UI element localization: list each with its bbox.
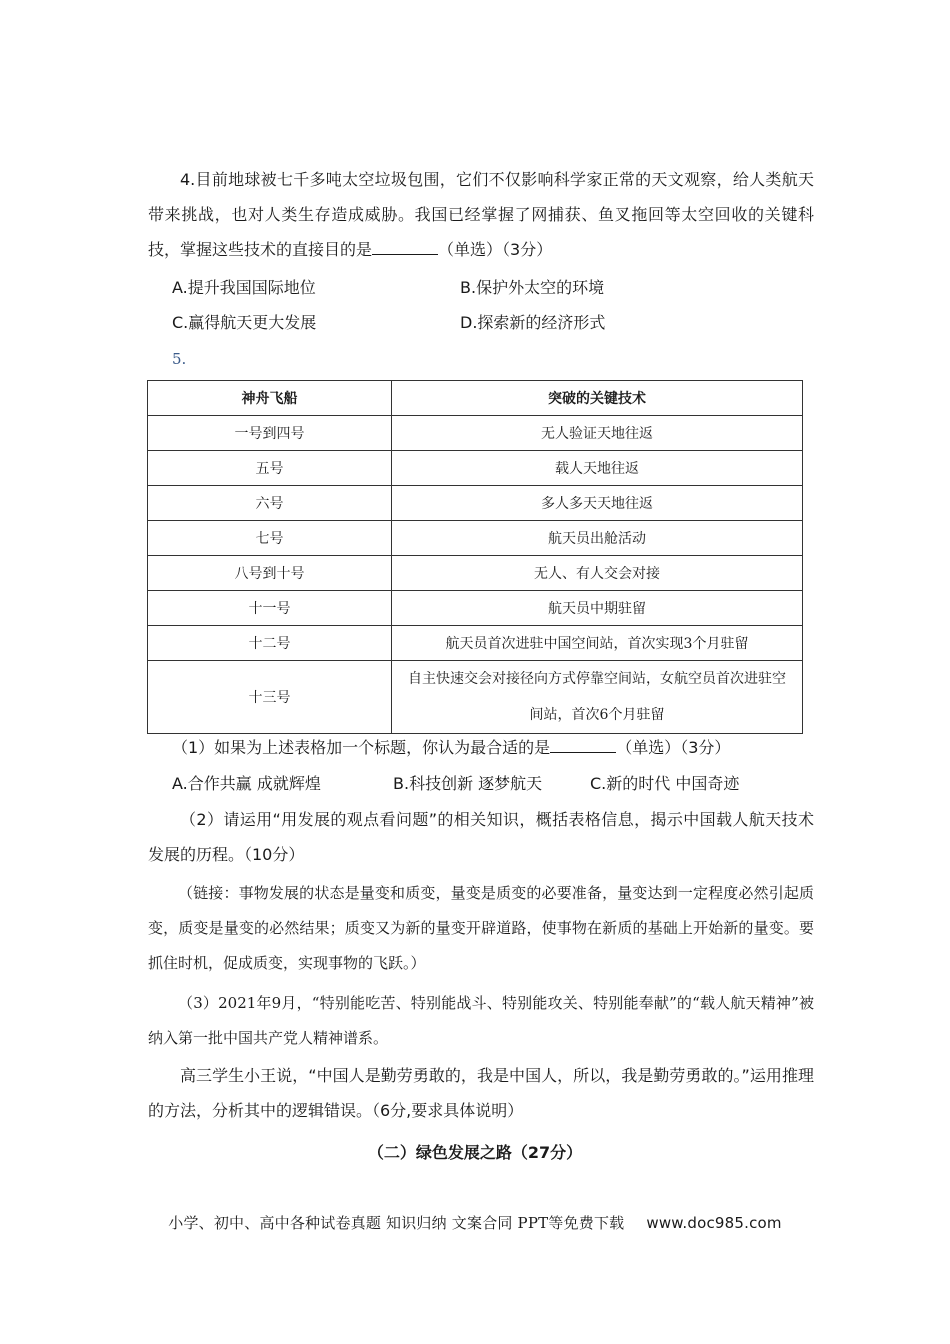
question-4-option-d: D.探索新的经济形式 (460, 313, 606, 332)
table-row (148, 451, 803, 486)
footer-text: 小学、初中、高中各种试卷真题 知识归纳 文案合同 PPT等免费下载 (168, 1214, 625, 1232)
table-cell-tech: 无人、有人交会对接 (392, 556, 803, 591)
table-cell-tech: 航天员中期驻留 (392, 591, 803, 626)
question-4-option-a: A.提升我国国际地位 (172, 278, 316, 297)
table-cell-spaceship: 八号到十号 (148, 556, 392, 591)
answer-blank (372, 240, 438, 255)
question-5-sub1-text: （1）如果为上述表格加一个标题，你认为最合适的是 (172, 738, 551, 757)
question-5-link-note: （链接：事物发展的状态是量变和质变，量变是质变的必要准备，量变达到一定程度必然引起质变，质变是量变的必然结果；质变又为新的量变开辟道路，使事物在新质的基础上开始新的量变。要抓住时机，促成质变，实现事物的飞跃。） (148, 884, 814, 972)
shenzhou-tech-table (147, 380, 803, 734)
question-5-sub1 (172, 738, 730, 758)
table-cell-spaceship: 十一号 (148, 591, 392, 626)
question-4-stem-text: 4.目前地球被七千多吨太空垃圾包围，它们不仅影响科学家正常的天文观察，给人类航天带来挑战，也对人类生存造成威胁。我国已经掌握了网捕获、鱼叉拖回等太空回收的关键科技，掌握这些技术的直接目的是 (148, 170, 814, 259)
table-cell-tech: 多人多天天地往返 (392, 486, 803, 521)
answer-blank (550, 738, 616, 753)
page-footer (0, 1212, 950, 1233)
question-4-stem (148, 162, 814, 267)
question-5-sub1-option-c: C.新的时代 中国奇迹 (590, 774, 740, 793)
question-5-number: 5. (172, 350, 187, 368)
table-header-spaceship: 神舟飞船 (148, 381, 392, 416)
question-5-sub1-option-a: A.合作共赢 成就辉煌 (172, 774, 321, 793)
table-row (148, 416, 803, 451)
table-cell-spaceship: 十二号 (148, 626, 392, 661)
table-cell-tech: 载人天地往返 (392, 451, 803, 486)
table-cell-tech: 航天员首次进驻中国空间站，首次实现3个月驻留 (392, 626, 803, 661)
table-cell-spaceship: 十三号 (148, 661, 392, 734)
table-cell-tech: 自主快速交会对接径向方式停靠空间站，女航空员首次进驻空间站，首次6个月驻留 (392, 661, 803, 734)
table-cell-tech: 无人验证天地往返 (392, 416, 803, 451)
question-5-sub2: （2）请运用“用发展的观点看问题”的相关知识，概括表格信息，揭示中国载人航天技术发展的历程。（10分） (148, 810, 814, 864)
table-header-key-tech: 突破的关键技术 (392, 381, 803, 416)
table-cell-spaceship: 五号 (148, 451, 392, 486)
table-row (148, 661, 803, 734)
table-row (148, 521, 803, 556)
question-5-sub1-option-b: B.科技创新 逐梦航天 (393, 774, 543, 793)
table-cell-tech: 航天员出舱活动 (392, 521, 803, 556)
table-header-row (148, 381, 803, 416)
question-4-option-b: B.保护外太空的环境 (460, 278, 605, 297)
table-row (148, 626, 803, 661)
table-row (148, 556, 803, 591)
question-5-sub1-suffix: （单选）（3分） (616, 738, 731, 757)
table-row (148, 486, 803, 521)
question-5-sub3-question: 高三学生小王说，“中国人是勤劳勇敢的，我是中国人，所以，我是勤劳勇敢的。”运用推理的方法，分析其中的逻辑错误。（6分,要求具体说明） (148, 1066, 814, 1120)
question-4-stem-suffix: （单选）（3分） (438, 240, 553, 259)
footer-site: www.doc985.com (646, 1214, 782, 1232)
table-row (148, 591, 803, 626)
section-title: （二）绿色发展之路（27分） (367, 1143, 583, 1162)
table-cell-spaceship: 一号到四号 (148, 416, 392, 451)
table-cell-spaceship: 七号 (148, 521, 392, 556)
question-5-sub3: （3）2021年9月，“特别能吃苦、特别能战斗、特别能攻关、特别能奉献”的“载人航天精神”被纳入第一批中国共产党人精神谱系。 (148, 994, 814, 1047)
question-4-option-c: C.赢得航天更大发展 (172, 313, 317, 332)
table-cell-spaceship: 六号 (148, 486, 392, 521)
